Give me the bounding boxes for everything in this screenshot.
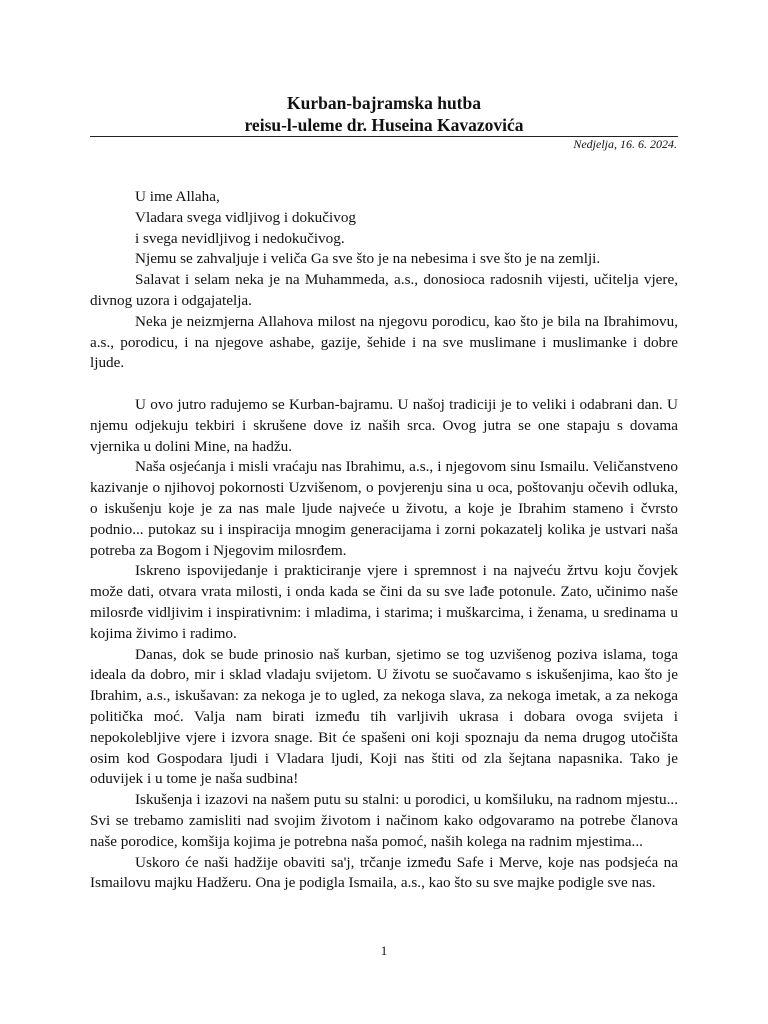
body-paragraph: Uskoro će naši hadžije obaviti sa'j, trčanje između Safe i Merve, koje nas podsjeća na Ismailovu majku Hadžeru. Ona je podigla Ismaila, a.s., kao što su sve majke podigle sve nas.: [90, 853, 678, 892]
intro-paragraph: Neka je neizmjerna Allahova milost na njegovu porodicu, kao što je bila na Ibrahimovu, a.s., porodicu, i na njegove ashabe, gazije, šehide i na sve muslimane i muslimanke i dobre ljude.: [90, 312, 678, 372]
intro-line: Njemu se zahvaljuje i veliča Ga sve što je na nebesima i sve što je na zemlji.: [135, 250, 601, 268]
page-number: 1: [380, 943, 388, 958]
body-paragraph: Danas, dok se bude prinosio naš kurban, sjetimo se tog uzvišenog poziva islama, toga ideala da dobro, mir i sklad vladaju svijetom. U životu se suočavamo s iskušenjima, kao što je Ibrahim, a.s., iskušavan: za nekoga je to ugled, za nekoga slava, za nekoga imetak, a za nekoga politička moć. Valja nam birati između tih varljivih ukrasa i dobara ovoga svijeta i nepokolebljive vjere i izvora snage. Bit će spašeni oni koji spoznaju da nema drugog utočišta osim kod Gospodara ljudi i Vladara ljudi, Koji nas štiti od zla šejtana napasnika. Tako je oduvijek i u tome je naša sudbina!: [90, 645, 678, 788]
intro-line: Vladara svega vidljivog i dokučivog: [135, 208, 357, 226]
intro-paragraph: Salavat i selam neka je na Muhammeda, a.s., donosioca radosnih vijesti, učitelja vjere, divnog uzora i odgajatelja.: [90, 271, 678, 309]
body-paragraph: Iskreno ispovijedanje i prakticiranje vjere i spremnost i na najveću žrtvu koju čovjek može dati, otvara vrata milosti, i onda kada se čini da su sve lađe potonule. Zato, učinimo naše milosrđe vidljivim i inspirativnim: i mladima, i starima; i muškarcima, i ženama, u sredinama u kojima živimo i radimo.: [90, 562, 678, 642]
intro-line: i svega nevidljivog i nedokučivog.: [135, 229, 345, 247]
paragraph-gap: [90, 374, 678, 395]
title-line-1: Kurban-bajramska hutba: [286, 93, 481, 113]
date-line: Nedjelja, 16. 6. 2024.: [573, 137, 677, 151]
body-paragraph: Iskušenja i izazovi na našem putu su stalni: u porodici, u komšiluku, na radnom mjestu... Svi se trebamo zamisliti nad svojim životom i načinom kako odgovaramo na potrebe članova naše porodice, komšija kojima je potrebna naša pomoć, naših kolega na radnim mjestima...: [90, 791, 678, 850]
title-line-2: reisu-l-uleme dr. Huseina Kavazovića: [244, 115, 524, 135]
intro-line: U ime Allaha,: [135, 188, 220, 205]
body-paragraph: Naša osjećanja i misli vraćaju nas Ibrahimu, a.s., i njegovom sinu Ismailu. Veličanstveno kazivanje o njihovoj pokornosti Uzvišenom, o povjerenju sina u oca, poštovanju očevih odluka, o iskušenju koje je za nas male ljude najveće u životu, a koje je Ibrahim stameno i čvrsto podnio... putokaz su i inspiracija mnogim generacijama i zorni pokazatelj kolika je ustvari naša potreba za Bogom i Njegovim milosrđem.: [90, 458, 678, 559]
body-paragraph: U ovo jutro radujemo se Kurban-bajramu. U našoj tradiciji je to veliki i odabrani dan. U njemu odjekuju tekbiri i skrušene dove iz naših srca. Ovog jutra se one stapaju s dovama vjernika u dolini Mine, na hadžu.: [90, 395, 678, 455]
sermon-body: [90, 187, 678, 894]
